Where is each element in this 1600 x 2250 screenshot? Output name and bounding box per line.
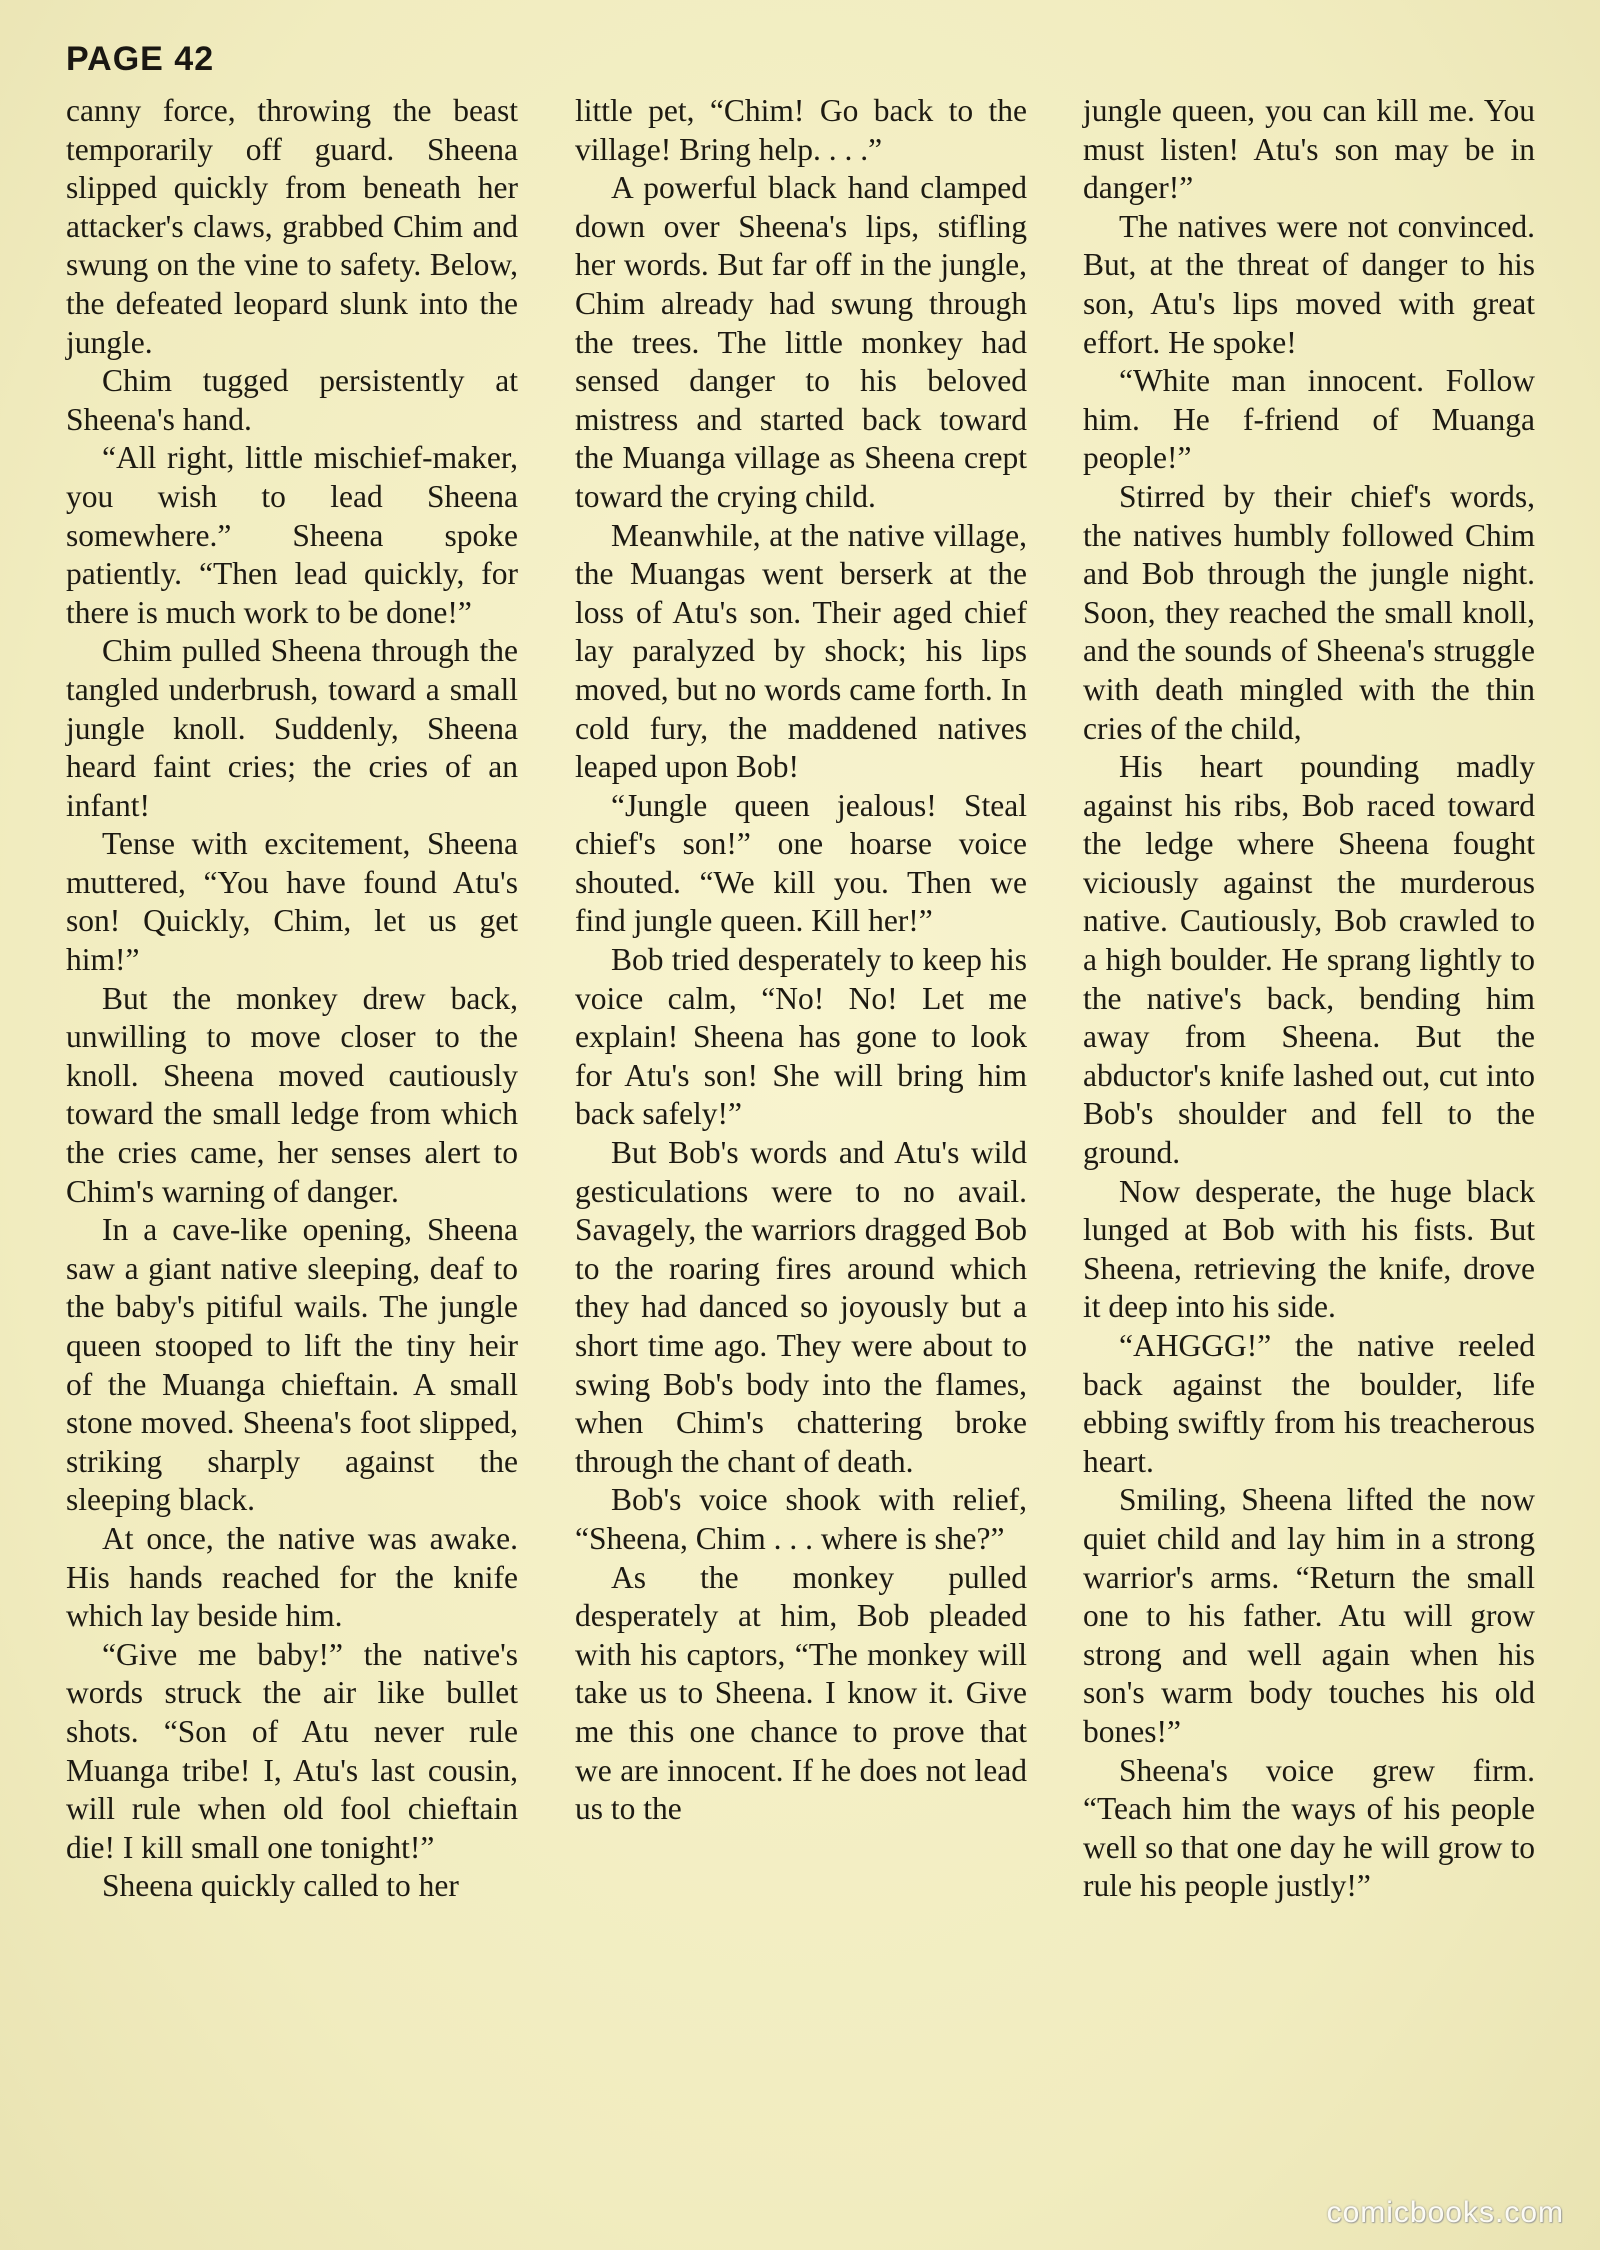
paragraph: As the monkey pulled desperately at him, Bob pleaded with his captors, “The monkey will take us to Sheena. I know it. Give me this one chance to prove that we are innocent. If he does not lead us to the: [575, 1559, 1027, 1827]
paragraph: “White man innocent. Follow him. He f-friend of Muanga people!”: [1083, 363, 1535, 476]
paragraph: At once, the native was awake. His hands reached for the knife which lay beside him.: [66, 1520, 518, 1634]
paragraph: “AHGGG!” the native reeled back against the boulder, life ebbing swiftly from his treacherous heart.: [1083, 1328, 1535, 1479]
watermark: comicbooks.com: [1326, 2196, 1564, 2229]
text-column-2: [575, 92, 1027, 1829]
paragraph: little pet, “Chim! Go back to the village! Bring help. . . .”: [575, 93, 1027, 167]
paragraph: But Bob's words and Atu's wild gesticulations were to no avail. Savagely, the warriors dragged Bob to the roaring fires around which they had danced so joyously but a short time ago. They were about to swing Bob's body into the flames, when Chim's chattering broke through the chant of death.: [575, 1135, 1027, 1479]
paragraph: Chim tugged persistently at Sheena's hand.: [66, 363, 518, 437]
paragraph: Smiling, Sheena lifted the now quiet child and lay him in a strong warrior's arms. “Return the small one to his father. Atu will grow strong and well again when his son's warm body touches his old bones!”: [1083, 1482, 1535, 1749]
paragraph: The natives were not convinced. But, at the threat of danger to his son, Atu's lips moved with great effort. He spoke!: [1083, 208, 1535, 360]
paragraph: But the monkey drew back, unwilling to move closer to the knoll. Sheena moved cautiously toward the small ledge from which the cries came, her senses alert to Chim's warning of danger.: [66, 980, 518, 1209]
paragraph: Sheena's voice grew firm. “Teach him the ways of his people well so that one day he will grow to rule his people justly!”: [1083, 1752, 1535, 1904]
paragraph: A powerful black hand clamped down over Sheena's lips, stifling her words. But far off in the jungle, Chim already had swung through the trees. The little monkey had sensed danger to his beloved mistress and started back toward the Muanga village as Sheena crept toward the crying child.: [575, 170, 1027, 514]
paragraph: Bob's voice shook with relief, “Sheena, Chim . . . where is she?”: [575, 1482, 1027, 1556]
paragraph: Stirred by their chief's words, the natives humbly followed Chim and Bob through the jungle night. Soon, they reached the small knoll, and the sounds of Sheena's struggle with death mingled with the thin cries of the child,: [1083, 478, 1535, 746]
paragraph: Now desperate, the huge black lunged at Bob with his fists. But Sheena, retrieving the knife, drove it deep into his side.: [1083, 1173, 1535, 1325]
paragraph: canny force, throwing the beast temporarily off guard. Sheena slipped quickly from beneath her attacker's claws, grabbed Chim and swung on the vine to safety. Below, the defeated leopard slunk into the jungle.: [66, 93, 518, 360]
paragraph: Bob tried desperately to keep his voice calm, “No! No! Let me explain! Sheena has gone to look for Atu's son! She will bring him back safely!”: [575, 942, 1027, 1132]
paragraph: jungle queen, you can kill me. You must listen! Atu's son may be in danger!”: [1083, 93, 1535, 206]
paragraph: Chim pulled Sheena through the tangled underbrush, toward a small jungle knoll. Suddenly, Sheena heard faint cries; the cries of an infant!: [66, 633, 518, 823]
paragraph: Tense with excitement, Sheena muttered, “You have found Atu's son! Quickly, Chim, let us get him!”: [66, 826, 518, 978]
paragraph: In a cave-like opening, Sheena saw a giant native sleeping, deaf to the baby's pitiful wails. The jungle queen stooped to lift the tiny heir of the Muanga chieftain. A small stone moved. Sheena's foot slipped, striking sharply against the sleeping black.: [66, 1212, 518, 1518]
paragraph: “Jungle queen jealous! Steal chief's son!” one hoarse voice shouted. “We kill you. Then we find jungle queen. Kill her!”: [575, 787, 1027, 939]
page-number: PAGE 42: [66, 40, 215, 78]
text-column-3: [1083, 92, 1535, 1906]
paragraph: Meanwhile, at the native village, the Muangas went berserk at the loss of Atu's son. Their aged chief lay paralyzed by shock; his lips moved, but no words came forth. In cold fury, the maddened natives leaped upon Bob!: [575, 517, 1027, 785]
paragraph: “All right, little mischief-maker, you wish to lead Sheena somewhere.” Sheena spoke patiently. “Then lead quickly, for there is much work to be done!”: [66, 440, 518, 630]
text-column-1: [66, 92, 518, 1906]
paragraph: “Give me baby!” the native's words struck the air like bullet shots. “Son of Atu never rule Muanga tribe! I, Atu's last cousin, will rule when old fool chieftain die! I kill small one tonight!”: [66, 1636, 518, 1865]
paragraph: His heart pounding madly against his ribs, Bob raced toward the ledge where Sheena fought viciously against the murderous native. Cautiously, Bob crawled to a high boulder. He sprang lightly to the native's back, bending him away from Sheena. But the abductor's knife lashed out, cut into Bob's shoulder and fell to the ground.: [1083, 749, 1535, 1171]
paragraph: Sheena quickly called to her: [102, 1868, 459, 1904]
